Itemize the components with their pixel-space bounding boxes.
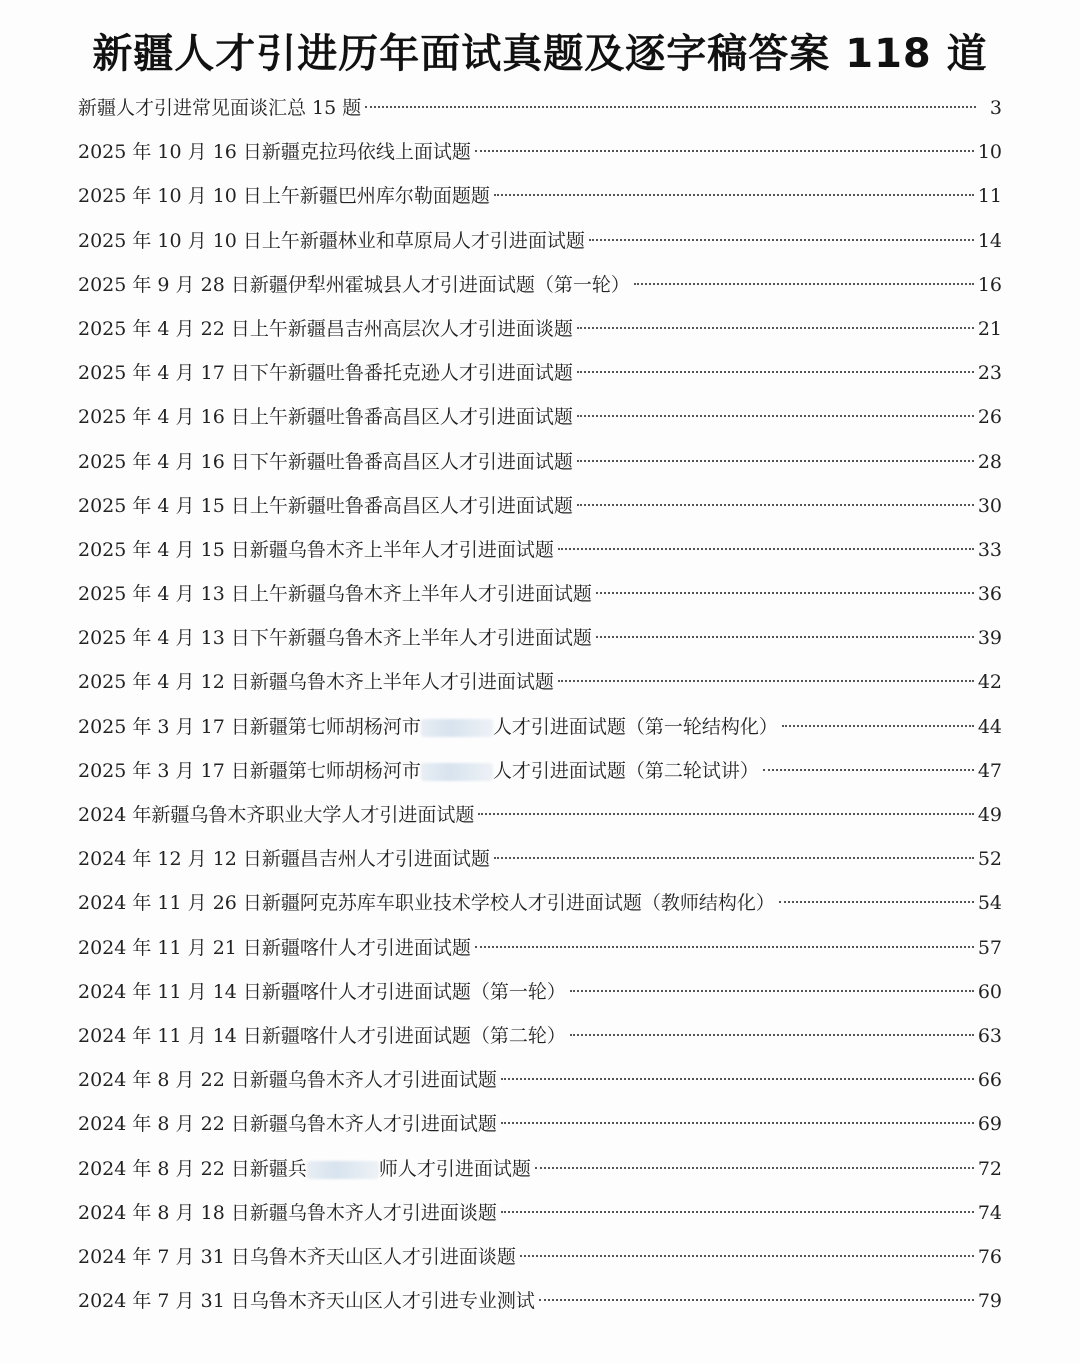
- dot-leader: [558, 680, 974, 682]
- toc-page-number: 3: [989, 97, 1002, 119]
- dot-leader: [501, 1078, 974, 1080]
- toc-entry[interactable]: [78, 705, 1002, 749]
- toc-entry[interactable]: [78, 837, 1002, 881]
- toc-page-number: 26: [977, 406, 1002, 429]
- toc-entry[interactable]: [78, 970, 1002, 1014]
- toc-entry[interactable]: [78, 351, 1002, 395]
- toc-page-number: 76: [977, 1245, 1002, 1268]
- dot-leader: [501, 1122, 974, 1124]
- dot-leader: [475, 946, 974, 948]
- toc-page-number: 23: [977, 362, 1002, 385]
- toc-page-number: 33: [977, 538, 1002, 561]
- toc-entry-title: 2025 年 4 月 17 日下午新疆吐鲁番托克逊人才引进面试题: [78, 362, 573, 385]
- toc-page-number: 28: [977, 450, 1002, 473]
- toc-entry-title: 2024 年 11 月 26 日新疆阿克苏库车职业技术学校人才引进面试题（教师结构化）: [78, 892, 775, 915]
- toc-page-number: 49: [977, 804, 1002, 826]
- dot-leader: [763, 769, 974, 771]
- dot-leader: [501, 1211, 974, 1213]
- toc-entry[interactable]: [78, 1102, 1002, 1146]
- toc-entry[interactable]: [78, 307, 1002, 351]
- dot-leader: [577, 504, 974, 506]
- toc-entry-title: 2025 年 4 月 16 日下午新疆吐鲁番高昌区人才引进面试题: [78, 450, 573, 473]
- toc-entry-title: [78, 749, 759, 793]
- toc-entry-title: 2024 年 12 月 12 日新疆昌吉州人才引进面试题: [78, 848, 490, 871]
- toc-entry-title-part: 2025 年 3 月 17 日新疆第七师胡杨河市: [78, 759, 421, 782]
- toc-page-number: 10: [977, 141, 1002, 164]
- toc-entry-title: 2025 年 4 月 13 日下午新疆乌鲁木齐上半年人才引进面试题: [78, 627, 592, 650]
- toc-entry-title: 2024 年新疆乌鲁木齐职业大学人才引进面试题: [78, 804, 475, 826]
- toc-page-number: 60: [977, 980, 1002, 1003]
- toc-page-number: 54: [977, 892, 1002, 915]
- dot-leader: [539, 1299, 974, 1301]
- toc-page-number: 47: [977, 759, 1002, 782]
- toc-entry-title: 2025 年 4 月 16 日上午新疆吐鲁番高昌区人才引进面试题: [78, 406, 573, 429]
- toc-entry[interactable]: [78, 130, 1002, 174]
- toc-entry-title: 2025 年 4 月 22 日上午新疆昌吉州高层次人才引进面谈题: [78, 317, 573, 340]
- toc-entry-title: 2024 年 11 月 21 日新疆喀什人才引进面试题: [78, 936, 471, 959]
- dot-leader: [365, 106, 976, 108]
- toc-page-number: 16: [977, 273, 1002, 296]
- redacted-blur: [307, 1161, 379, 1179]
- dot-leader: [782, 725, 974, 727]
- redacted-blur: [421, 719, 493, 737]
- toc-entry[interactable]: [78, 749, 1002, 793]
- toc-page-number: 74: [977, 1201, 1002, 1224]
- toc-entry-title: [78, 705, 778, 749]
- toc-entry-title: 2025 年 4 月 15 日上午新疆吐鲁番高昌区人才引进面试题: [78, 494, 573, 517]
- toc-page-number: 14: [977, 229, 1002, 252]
- toc-entry-title-part: 人才引进面试题（第二轮试讲）: [492, 759, 759, 782]
- toc-entry[interactable]: [78, 395, 1002, 439]
- toc-entry-title: 2025 年 4 月 15 日新疆乌鲁木齐上半年人才引进面试题: [78, 538, 554, 561]
- dot-leader: [494, 857, 974, 859]
- toc-page-number: 69: [977, 1113, 1002, 1136]
- toc-page-number: 11: [977, 185, 1002, 208]
- dot-leader: [475, 150, 974, 152]
- page-title: 新疆人才引进历年面试真题及逐字稿答案 118 道: [92, 31, 988, 77]
- toc-entry[interactable]: [78, 1014, 1002, 1058]
- dot-leader: [577, 327, 974, 329]
- toc-page-number: 79: [977, 1290, 1002, 1313]
- toc-entry-title: 2025 年 10 月 10 日上午新疆巴州库尔勒面题题: [78, 185, 490, 208]
- dot-leader: [596, 636, 974, 638]
- toc-entry[interactable]: [78, 1147, 1002, 1191]
- dot-leader: [634, 283, 974, 285]
- table-of-contents: [78, 86, 1002, 1323]
- toc-entry[interactable]: [78, 219, 1002, 263]
- toc-entry[interactable]: [78, 660, 1002, 704]
- toc-entry-title-part: 人才引进面试题（第一轮结构化）: [492, 715, 778, 738]
- toc-entry-title-part: 师人才引进面试题: [378, 1157, 531, 1180]
- dot-leader: [570, 1034, 974, 1036]
- toc-entry[interactable]: [78, 616, 1002, 660]
- toc-entry[interactable]: [78, 926, 1002, 970]
- dot-leader: [577, 371, 974, 373]
- toc-entry-title: 2025 年 10 月 16 日新疆克拉玛依线上面试题: [78, 141, 471, 164]
- toc-page-number: 36: [977, 583, 1002, 606]
- dot-leader: [535, 1167, 974, 1169]
- toc-page-number: 63: [977, 1024, 1002, 1047]
- dot-leader: [596, 592, 974, 594]
- toc-page-number: 66: [977, 1069, 1002, 1092]
- toc-entry-title: 2024 年 8 月 22 日新疆乌鲁木齐人才引进面试题: [78, 1069, 497, 1092]
- dot-leader: [589, 239, 974, 241]
- toc-entry[interactable]: [78, 263, 1002, 307]
- toc-entry[interactable]: [78, 174, 1002, 218]
- toc-page-number: 39: [977, 627, 1002, 650]
- toc-entry[interactable]: [78, 881, 1002, 925]
- toc-entry-title: 2024 年 8 月 22 日新疆乌鲁木齐人才引进面试题: [78, 1113, 497, 1136]
- dot-leader: [577, 460, 974, 462]
- toc-entry-title-part: 2025 年 3 月 17 日新疆第七师胡杨河市: [78, 715, 421, 738]
- toc-entry[interactable]: [78, 1058, 1002, 1102]
- toc-entry-title: 新疆人才引进常见面谈汇总 15 题: [78, 97, 362, 119]
- toc-page-number: 44: [977, 715, 1002, 738]
- dot-leader: [494, 194, 974, 196]
- toc-entry[interactable]: [78, 528, 1002, 572]
- toc-page-number: 42: [977, 671, 1002, 694]
- toc-entry-title: 2025 年 4 月 13 日上午新疆乌鲁木齐上半年人才引进面试题: [78, 583, 592, 606]
- toc-entry[interactable]: [78, 484, 1002, 528]
- toc-entry[interactable]: [78, 1235, 1002, 1279]
- toc-entry[interactable]: [78, 1279, 1002, 1323]
- toc-entry[interactable]: [78, 1191, 1002, 1235]
- toc-entry[interactable]: [78, 440, 1002, 484]
- toc-entry-title: 2024 年 7 月 31 日乌鲁木齐天山区人才引进面谈题: [78, 1245, 516, 1268]
- toc-entry-title: 2024 年 11 月 14 日新疆喀什人才引进面试题（第二轮）: [78, 1024, 566, 1047]
- dot-leader: [520, 1255, 974, 1257]
- toc-page-number: 57: [977, 936, 1002, 959]
- toc-entry-title: 2025 年 4 月 12 日新疆乌鲁木齐上半年人才引进面试题: [78, 671, 554, 694]
- toc-entry-title: 2025 年 10 月 10 日上午新疆林业和草原局人才引进面试题: [78, 229, 585, 252]
- toc-entry[interactable]: [78, 793, 1002, 837]
- toc-entry-title: [78, 1147, 531, 1191]
- toc-page-number: 30: [977, 494, 1002, 517]
- toc-entry-title: 2025 年 9 月 28 日新疆伊犁州霍城县人才引进面试题（第一轮）: [78, 273, 630, 296]
- dot-leader: [478, 813, 973, 815]
- toc-page-number: 21: [977, 317, 1002, 340]
- toc-entry[interactable]: [78, 572, 1002, 616]
- dot-leader: [558, 548, 974, 550]
- dot-leader: [779, 901, 974, 903]
- toc-entry-title: 2024 年 11 月 14 日新疆喀什人才引进面试题（第一轮）: [78, 980, 566, 1003]
- toc-entry[interactable]: [78, 86, 1002, 130]
- dot-leader: [577, 415, 974, 417]
- dot-leader: [570, 990, 974, 992]
- redacted-blur: [421, 763, 493, 781]
- toc-page-number: 72: [977, 1157, 1002, 1180]
- toc-entry-title: 2024 年 8 月 18 日新疆乌鲁木齐人才引进面谈题: [78, 1201, 497, 1224]
- toc-entry-title-part: 2024 年 8 月 22 日新疆兵: [78, 1157, 307, 1180]
- toc-page-number: 52: [977, 848, 1002, 871]
- toc-entry-title: 2024 年 7 月 31 日乌鲁木齐天山区人才引进专业测试: [78, 1290, 535, 1313]
